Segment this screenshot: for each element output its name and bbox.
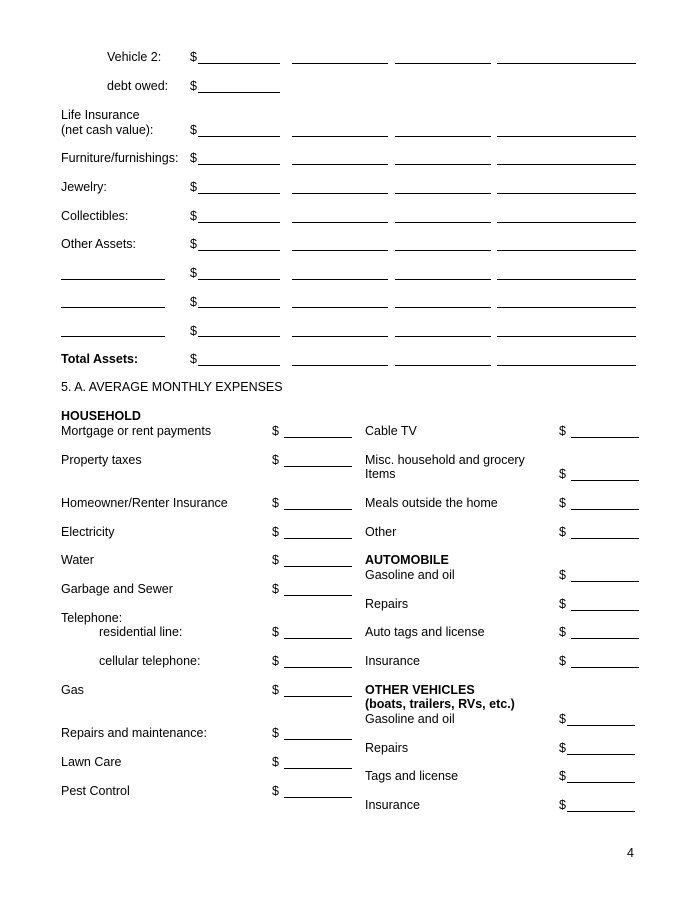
asset-field-col2[interactable] bbox=[292, 193, 388, 194]
asset-field-col3[interactable] bbox=[395, 307, 491, 308]
dollar-sign: $ bbox=[190, 123, 197, 137]
expense-amount-field[interactable] bbox=[571, 581, 639, 582]
asset-field-col4[interactable] bbox=[497, 250, 636, 251]
expense-label-auto-insurance: Insurance bbox=[365, 654, 420, 668]
asset-label-collectibles: Collectibles: bbox=[61, 209, 129, 223]
expense-label-mortgage: Mortgage or rent payments bbox=[61, 424, 212, 438]
asset-field-col4[interactable] bbox=[497, 222, 636, 223]
expense-label-misc-household: Misc. household and grocery bbox=[365, 453, 525, 467]
asset-field-col3[interactable] bbox=[395, 279, 491, 280]
asset-field-col2[interactable] bbox=[292, 222, 388, 223]
expense-amount-field[interactable] bbox=[567, 725, 635, 726]
household-heading: HOUSEHOLD bbox=[61, 409, 141, 423]
dollar-sign: $ bbox=[190, 79, 197, 93]
expense-amount-field[interactable] bbox=[284, 667, 352, 668]
asset-field-col4[interactable] bbox=[497, 136, 636, 137]
expense-amount-field[interactable] bbox=[284, 437, 352, 438]
section-heading: 5. A. AVERAGE MONTHLY EXPENSES bbox=[61, 380, 283, 394]
dollar-sign: $ bbox=[272, 525, 279, 539]
dollar-sign: $ bbox=[190, 180, 197, 194]
asset-field-col2[interactable] bbox=[292, 164, 388, 165]
dollar-sign: $ bbox=[190, 50, 197, 64]
asset-amount-field[interactable] bbox=[198, 336, 280, 337]
expense-amount-field[interactable] bbox=[284, 638, 352, 639]
dollar-sign: $ bbox=[272, 755, 279, 769]
asset-amount-field[interactable] bbox=[198, 63, 280, 64]
expense-amount-field[interactable] bbox=[571, 509, 639, 510]
asset-field-col4[interactable] bbox=[497, 336, 636, 337]
dollar-sign: $ bbox=[190, 151, 197, 165]
asset-field-col3[interactable] bbox=[395, 222, 491, 223]
expense-amount-field[interactable] bbox=[284, 538, 352, 539]
total-assets-col2[interactable] bbox=[292, 365, 388, 366]
blank-asset-name-field-3[interactable] bbox=[61, 336, 165, 337]
dollar-sign: $ bbox=[559, 597, 566, 611]
dollar-sign: $ bbox=[559, 712, 566, 726]
expense-label-ov-tags: Tags and license bbox=[365, 769, 459, 783]
expense-amount-field[interactable] bbox=[284, 509, 352, 510]
dollar-sign: $ bbox=[559, 769, 566, 783]
total-assets-col3[interactable] bbox=[395, 365, 491, 366]
asset-label-furniture: Furniture/furnishings: bbox=[61, 151, 179, 165]
dollar-sign: $ bbox=[559, 424, 566, 438]
dollar-sign: $ bbox=[272, 424, 279, 438]
expense-label-electricity: Electricity bbox=[61, 525, 115, 539]
other-vehicles-subheading: (boats, trailers, RVs, etc.) bbox=[365, 697, 515, 711]
expense-amount-field[interactable] bbox=[567, 754, 635, 755]
blank-asset-name-field-1[interactable] bbox=[61, 279, 165, 280]
expense-label-ov-repairs: Repairs bbox=[365, 741, 409, 755]
expense-amount-field[interactable] bbox=[571, 437, 639, 438]
expense-amount-field[interactable] bbox=[284, 696, 352, 697]
asset-field-col3[interactable] bbox=[395, 336, 491, 337]
expense-label-lawn-care: Lawn Care bbox=[61, 755, 122, 769]
asset-label-vehicle-2: Vehicle 2: bbox=[107, 50, 162, 64]
dollar-sign: $ bbox=[272, 683, 279, 697]
expense-label-telephone: Telephone: bbox=[61, 611, 123, 625]
dollar-sign: $ bbox=[559, 741, 566, 755]
asset-field-col2[interactable] bbox=[292, 63, 388, 64]
dollar-sign: $ bbox=[559, 654, 566, 668]
asset-field-col4[interactable] bbox=[497, 63, 636, 64]
expense-amount-field[interactable] bbox=[571, 638, 639, 639]
dollar-sign: $ bbox=[190, 237, 197, 251]
dollar-sign: $ bbox=[272, 625, 279, 639]
asset-field-col4[interactable] bbox=[497, 193, 636, 194]
dollar-sign: $ bbox=[272, 784, 279, 798]
expense-label-auto-repairs: Repairs bbox=[365, 597, 409, 611]
expense-amount-field[interactable] bbox=[571, 667, 639, 668]
total-assets-amount-field[interactable] bbox=[198, 365, 280, 366]
asset-field-col3[interactable] bbox=[395, 193, 491, 194]
asset-amount-field[interactable] bbox=[198, 164, 280, 165]
expense-amount-field[interactable] bbox=[567, 782, 635, 783]
expense-label-cellular: cellular telephone: bbox=[99, 654, 201, 668]
expense-label-auto-tags: Auto tags and license bbox=[365, 625, 485, 639]
asset-label-other-assets: Other Assets: bbox=[61, 237, 137, 251]
asset-field-col4[interactable] bbox=[497, 307, 636, 308]
asset-field-col3[interactable] bbox=[395, 136, 491, 137]
total-assets-col4[interactable] bbox=[497, 365, 636, 366]
asset-field-col3[interactable] bbox=[395, 164, 491, 165]
asset-amount-field[interactable] bbox=[198, 307, 280, 308]
expense-label-residential-line: residential line: bbox=[99, 625, 183, 639]
dollar-sign: $ bbox=[559, 525, 566, 539]
expense-label-garbage-sewer: Garbage and Sewer bbox=[61, 582, 173, 596]
dollar-sign: $ bbox=[190, 295, 197, 309]
dollar-sign: $ bbox=[559, 568, 566, 582]
asset-field-col2[interactable] bbox=[292, 136, 388, 137]
dollar-sign: $ bbox=[272, 582, 279, 596]
asset-field-col2[interactable] bbox=[292, 250, 388, 251]
dollar-sign: $ bbox=[559, 625, 566, 639]
asset-label-debt-owed: debt owed: bbox=[107, 79, 169, 93]
dollar-sign: $ bbox=[272, 553, 279, 567]
expense-label-gas: Gas bbox=[61, 683, 84, 697]
asset-field-col2[interactable] bbox=[292, 307, 388, 308]
asset-label-jewelry: Jewelry: bbox=[61, 180, 107, 194]
asset-amount-field[interactable] bbox=[198, 136, 280, 137]
expense-label-other: Other bbox=[365, 525, 397, 539]
expense-label-ov-insurance: Insurance bbox=[365, 798, 420, 812]
asset-label-life-insurance: Life Insurance bbox=[61, 108, 140, 122]
asset-amount-field[interactable] bbox=[198, 92, 280, 93]
expense-amount-field[interactable] bbox=[284, 739, 352, 740]
expense-label-meals-outside: Meals outside the home bbox=[365, 496, 498, 510]
expense-label-items: Items bbox=[365, 467, 396, 481]
asset-field-col2[interactable] bbox=[292, 336, 388, 337]
expense-amount-field[interactable] bbox=[284, 768, 352, 769]
expense-label-cable-tv: Cable TV bbox=[365, 424, 417, 438]
dollar-sign: $ bbox=[559, 496, 566, 510]
other-vehicles-heading: OTHER VEHICLES bbox=[365, 683, 475, 697]
asset-field-col2[interactable] bbox=[292, 279, 388, 280]
expense-amount-field[interactable] bbox=[284, 566, 352, 567]
asset-label-total-assets: Total Assets: bbox=[61, 352, 139, 366]
asset-label-net-cash-value: (net cash value): bbox=[61, 123, 154, 137]
dollar-sign: $ bbox=[559, 798, 566, 812]
expense-label-water: Water bbox=[61, 553, 94, 567]
automobile-heading: AUTOMOBILE bbox=[365, 553, 449, 567]
expense-amount-field[interactable] bbox=[567, 811, 635, 812]
dollar-sign: $ bbox=[272, 654, 279, 668]
expense-label-homeowner-insurance: Homeowner/Renter Insurance bbox=[61, 496, 228, 510]
asset-amount-field[interactable] bbox=[198, 279, 280, 280]
dollar-sign: $ bbox=[190, 324, 197, 338]
asset-field-col4[interactable] bbox=[497, 164, 636, 165]
expense-amount-field[interactable] bbox=[571, 480, 639, 481]
expense-label-auto-gasoline: Gasoline and oil bbox=[365, 568, 455, 582]
page-number: 4 bbox=[627, 846, 634, 860]
dollar-sign: $ bbox=[190, 209, 197, 223]
asset-field-col3[interactable] bbox=[395, 250, 491, 251]
dollar-sign: $ bbox=[190, 352, 197, 366]
blank-asset-name-field-2[interactable] bbox=[61, 307, 165, 308]
asset-amount-field[interactable] bbox=[198, 250, 280, 251]
expense-amount-field[interactable] bbox=[284, 797, 352, 798]
asset-amount-field[interactable] bbox=[198, 222, 280, 223]
expense-amount-field[interactable] bbox=[571, 610, 639, 611]
dollar-sign: $ bbox=[272, 496, 279, 510]
dollar-sign: $ bbox=[190, 266, 197, 280]
dollar-sign: $ bbox=[272, 726, 279, 740]
dollar-sign: $ bbox=[272, 453, 279, 467]
asset-amount-field[interactable] bbox=[198, 193, 280, 194]
expense-label-property-taxes: Property taxes bbox=[61, 453, 142, 467]
asset-field-col3[interactable] bbox=[395, 63, 491, 64]
asset-field-col4[interactable] bbox=[497, 279, 636, 280]
dollar-sign: $ bbox=[559, 467, 566, 481]
expense-label-pest-control: Pest Control bbox=[61, 784, 130, 798]
expense-amount-field[interactable] bbox=[571, 538, 639, 539]
expense-amount-field[interactable] bbox=[284, 466, 352, 467]
expense-label-repairs-maintenance: Repairs and maintenance: bbox=[61, 726, 207, 740]
expense-amount-field[interactable] bbox=[284, 595, 352, 596]
expense-label-ov-gasoline: Gasoline and oil bbox=[365, 712, 455, 726]
